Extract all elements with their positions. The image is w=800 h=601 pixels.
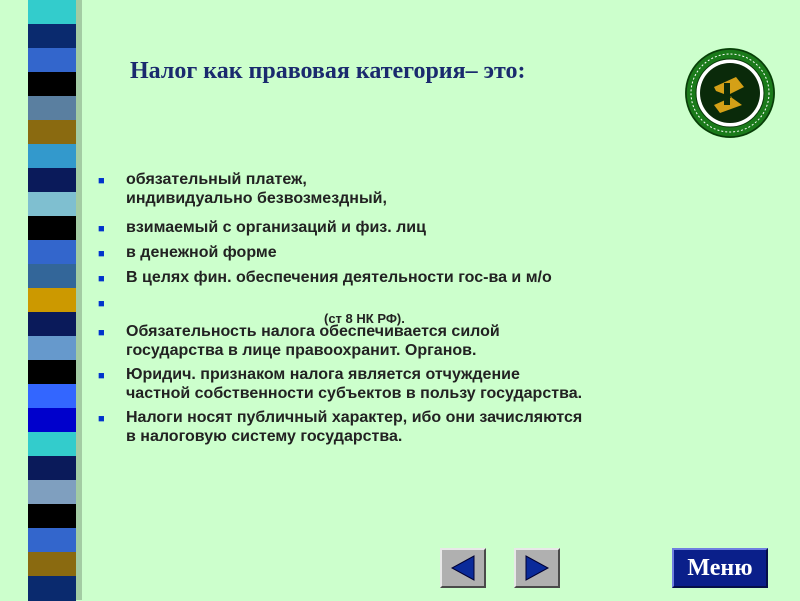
stripe-segment	[28, 144, 76, 169]
triangle-left-icon	[442, 550, 484, 586]
square-bullet-icon: ■	[98, 413, 105, 425]
stripe-segment	[28, 24, 76, 49]
stripe-segment	[28, 384, 76, 409]
list-item: ■ Налоги носят публичный характер, ибо они зачисляются в налоговую систему государства.	[98, 409, 583, 445]
list-item: ■ Юридич. признаком налога является отчуждение частной собственности субъектов в пользу государства.	[98, 366, 583, 402]
list-item: ■ взимаемый с организаций и физ. лиц	[98, 218, 778, 237]
stripe-segment	[28, 72, 76, 97]
stripe-segment	[28, 360, 76, 385]
stripe-segment	[28, 192, 76, 217]
slide-title: Налог как правовая категория– это:	[130, 58, 526, 84]
stripe-segment	[28, 408, 76, 433]
stripe-shadow	[76, 0, 82, 600]
definition-list	[98, 170, 778, 446]
stripe-segment	[28, 240, 76, 265]
stripe-segment	[28, 456, 76, 481]
stripe-segment	[28, 96, 76, 121]
square-bullet-icon: ■	[98, 298, 105, 310]
stripe-segment	[28, 336, 76, 361]
square-bullet-icon: ■	[98, 223, 105, 235]
stripe-segment	[28, 504, 76, 529]
stripe-segment	[28, 168, 76, 193]
decorative-stripe-bar	[0, 0, 96, 600]
list-item	[98, 297, 778, 326]
stripe-segment	[28, 264, 76, 289]
square-bullet-icon: ■	[98, 248, 105, 260]
stripe-segment	[28, 552, 76, 577]
stripe-segment	[28, 120, 76, 145]
stripe-segment	[28, 0, 76, 25]
menu-button[interactable]: Меню	[672, 548, 768, 588]
stripe-segment	[28, 312, 76, 337]
stripe-segment	[28, 288, 76, 313]
list-item: ■ Обязательность налога обеспечивается силой государства в лице правоохранит. Органов.	[98, 323, 500, 359]
stripe-segment	[28, 576, 76, 601]
square-bullet-icon: ■	[98, 273, 105, 285]
square-bullet-icon: ■	[98, 370, 105, 382]
list-item: ■ в денежной форме	[98, 243, 778, 262]
stripe-segment	[28, 528, 76, 553]
list-item: ■ В целях фин. обеспечения деятельности гос-ва и м/о	[98, 268, 778, 287]
list-item: ■ обязательный платеж, индивидуально безвозмездный,	[98, 171, 387, 207]
stripe-segment	[28, 216, 76, 241]
square-bullet-icon: ■	[98, 327, 105, 339]
previous-slide-button[interactable]	[440, 548, 486, 588]
stripe-segment	[28, 480, 76, 505]
square-bullet-icon: ■	[98, 175, 105, 187]
stripe-segment	[28, 48, 76, 73]
triangle-right-icon	[516, 550, 558, 586]
stripe-segment	[28, 432, 76, 457]
law-reference: (ст 8 НК РФ).	[324, 311, 405, 326]
emblem-icon	[684, 47, 776, 139]
next-slide-button[interactable]	[514, 548, 560, 588]
